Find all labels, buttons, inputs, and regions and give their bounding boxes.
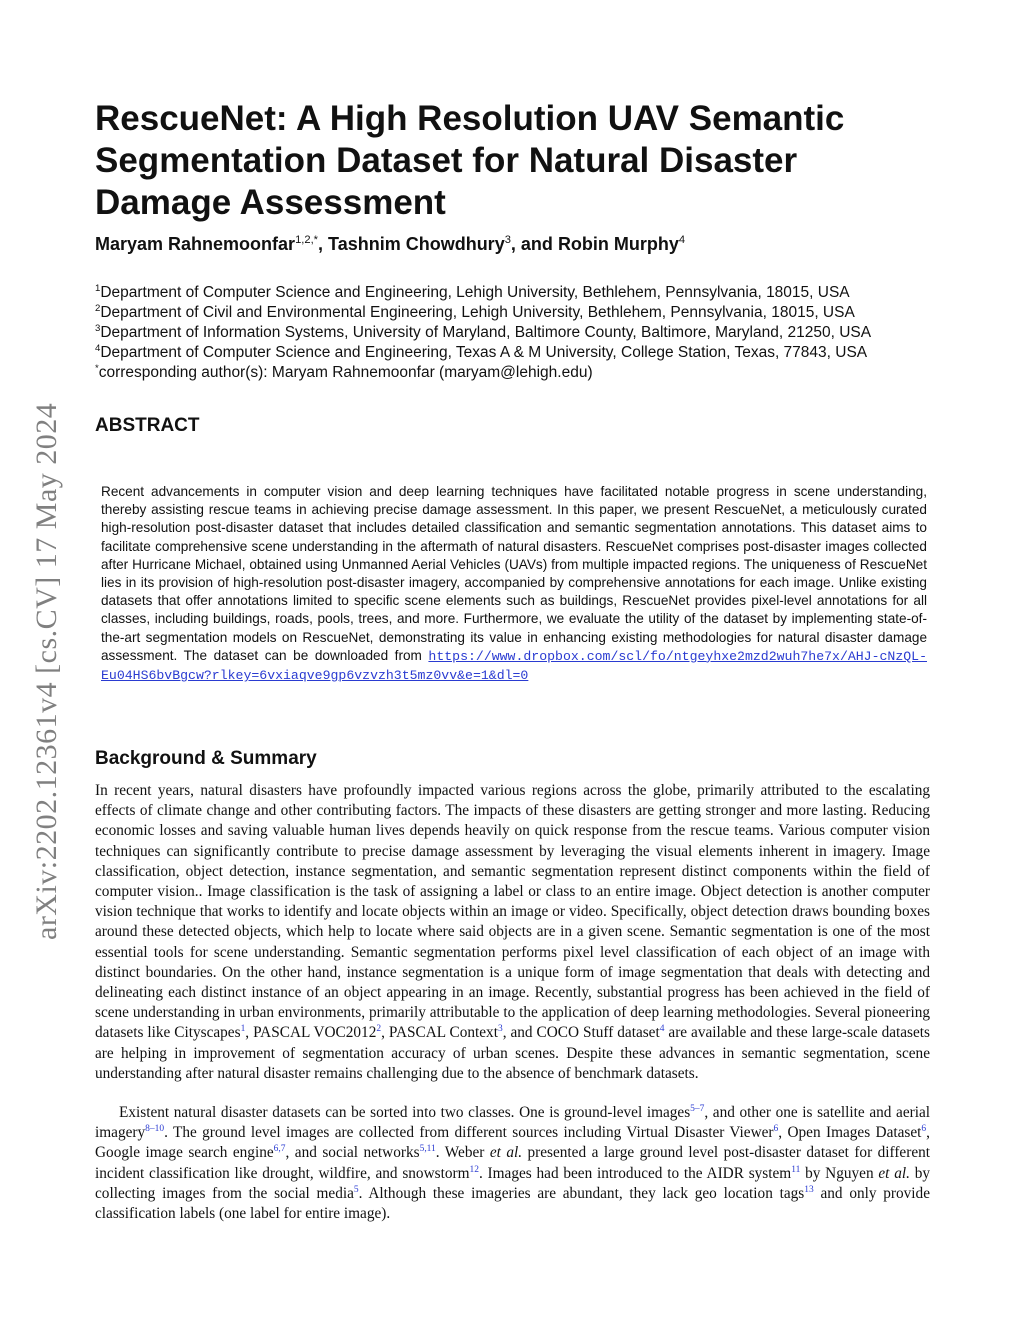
corresponding-author-text: corresponding author(s): Maryam Rahnemoonfar (maryam@lehigh.edu) bbox=[98, 364, 593, 381]
citation-link[interactable]: 11 bbox=[791, 1164, 801, 1175]
paragraph-text: In recent years, natural disasters have profoundly impacted various regions across the globe, primarily attributed to the escalating effects of climate change and other contributing factors. The impacts of these disasters are getting stronger and more lasting. Reducing economic losses and saving valuable human lives depends heavily on quick response from the rescue teams. Various computer vision techniques can significantly contribute to precise damage assessment by leveraging the visual elements inherent in imagery. Image classification, object detection, instance segmentation, and semantic segmentation represent distinct components within the field of computer vision.. Image classification is the task of assigning a label or class to an entire image. Object detection is another computer vision technique that works to identify and locate objects within an image or video. Specifically, object detection draws bounding boxes around these detected objects, which help to locate where said objects are in a given scene. Semantic segmentation is one of the most essential tools for scene understanding. Semantic segmentation performs pixel level classification of each object of an image with distinct boundaries. On the other hand, instance segmentation is a unique form of image segmentation that deals with detecting and delineating each distinct instance of an object appearing in an image. Recently, substantial progress has been achieved in the field of scene understanding in urban environments, primarily attributable to the application of deep learning methodologies. Several pioneering datasets like Cityscapes bbox=[95, 782, 930, 1042]
affiliation-mark: * bbox=[95, 362, 99, 374]
paragraph-text: , PASCAL VOC2012 bbox=[245, 1024, 377, 1042]
paragraph-text: , Open Images Dataset bbox=[778, 1124, 922, 1142]
author-affiliation-mark: 3 bbox=[504, 234, 511, 246]
paragraph-text: , Google image search engine bbox=[95, 1124, 930, 1162]
affiliation-text: Department of Civil and Environmental Engineering, Lehigh University, Bethlehem, Pennsylvania, 18015, USA bbox=[100, 304, 855, 321]
affiliations bbox=[95, 283, 955, 383]
affiliation-text: Department of Information Systems, University of Maryland, Baltimore County, Baltimore, Maryland, 21250, USA bbox=[100, 324, 872, 341]
citation-link[interactable]: 8–10 bbox=[145, 1124, 165, 1135]
background-heading: Background & Summary bbox=[95, 748, 317, 769]
affiliation-line bbox=[95, 303, 955, 323]
emphasis-text: et al. bbox=[489, 1144, 523, 1162]
paragraph-text: . The ground level images are collected from different sources including Virtual Disaster Viewer bbox=[164, 1124, 774, 1142]
paragraph-text: . Although these imageries are abundant, they lack geo location tags bbox=[358, 1184, 805, 1202]
citation-link[interactable]: 5–7 bbox=[690, 1103, 705, 1114]
background-paragraph-2 bbox=[95, 1103, 930, 1224]
citation-link[interactable]: 2 bbox=[376, 1024, 382, 1035]
author-separator: , and bbox=[510, 234, 558, 254]
author-name: Tashnim Chowdhury bbox=[328, 234, 505, 254]
affiliation-line bbox=[95, 343, 955, 363]
affiliation-mark: 4 bbox=[95, 342, 101, 354]
citation-link[interactable]: 4 bbox=[659, 1024, 665, 1035]
citation-link[interactable]: 3 bbox=[497, 1024, 503, 1035]
paragraph-text: , PASCAL Context bbox=[381, 1024, 498, 1042]
emphasis-text: et al. bbox=[878, 1164, 910, 1182]
paragraph-text: , and COCO Stuff dataset bbox=[502, 1024, 660, 1042]
author-affiliation-mark: 4 bbox=[678, 234, 686, 246]
author-name: Robin Murphy bbox=[557, 234, 679, 254]
affiliation-line bbox=[95, 323, 955, 343]
citation-link[interactable]: 5 bbox=[353, 1184, 359, 1195]
paragraph-text: Existent natural disaster datasets can be sorted into two classes. One is ground-level images bbox=[119, 1104, 691, 1121]
author-separator: , bbox=[318, 234, 329, 254]
affiliation-mark: 2 bbox=[95, 302, 101, 314]
dataset-download-link[interactable]: https://www.dropbox.com/scl/fo/ntgeyhxe2mzd2wuh7he7x/AHJ-cNzQL-Eu04HS6bvBgcw?rlkey=6vxiaqve9gp6vzvzh3t5mz0vv&e=1&dl=0 bbox=[101, 648, 927, 684]
paper-title: RescueNet: A High Resolution UAV Semantic Segmentation Dataset for Natural Disaster Damage Assessment bbox=[95, 99, 845, 222]
paragraph-text: , and other one is satellite and aerial imagery bbox=[95, 1104, 930, 1142]
paragraph-text: and only provide classification labels (one label for entire image). bbox=[95, 1184, 930, 1223]
citation-link[interactable]: 5,11 bbox=[419, 1144, 436, 1155]
affiliation-line bbox=[95, 283, 955, 303]
paragraph-text: , and social networks bbox=[285, 1144, 420, 1162]
citation-link[interactable]: 13 bbox=[804, 1184, 814, 1195]
citation-link[interactable]: 6 bbox=[921, 1124, 927, 1135]
citation-link[interactable]: 6,7 bbox=[273, 1144, 286, 1155]
author-list bbox=[95, 234, 935, 255]
citation-link[interactable]: 12 bbox=[469, 1164, 479, 1175]
paragraph-text: by collecting images from the social media bbox=[95, 1164, 931, 1202]
corresponding-author-line bbox=[95, 363, 955, 383]
paragraph-text: are available and these large-scale datasets are helping in improvement of segmentation accuracy of urban scenes. Despite these advances in semantic segmentation, scene understanding after natural disaster remains challenging due to the absence of benchmark datasets. bbox=[95, 1024, 931, 1082]
affiliation-mark: 1 bbox=[95, 282, 101, 294]
abstract-text: Recent advancements in computer vision and deep learning techniques have facilitated notable progress in scene understanding, thereby assisting rescue teams in achieving precise damage assessment. In this paper, we present RescueNet, a meticulously curated high-resolution post-disaster dataset that includes detailed classification and semantic segmentation annotations. This dataset aims to facilitate comprehensive scene understanding in the aftermath of natural disasters. RescueNet comprises post-disaster images collected after Hurricane Michael, obtained using Unmanned Aerial Vehicles (UAVs) from multiple impacted regions. The uniqueness of RescueNet lies in its provision of high-resolution post-disaster imagery, accompanied by comprehensive annotations for each image. Unlike existing datasets that offer annotations limited to specific scene elements such as buildings, RescueNet provides pixel-level annotations for all classes, including buildings, roads, pools, trees, and more. Furthermore, we evaluate the utility of the dataset by implementing state-of-the-art segmentation models on RescueNet, demonstrating its value in enhancing existing methodologies for natural disaster damage assessment. The dataset can be downloaded from bbox=[101, 484, 927, 663]
paragraph-text: . Weber bbox=[435, 1144, 490, 1162]
background-paragraph-1 bbox=[95, 781, 930, 1084]
affiliation-text: Department of Computer Science and Engineering, Texas A & M University, College Station, Texas, 77843, USA bbox=[100, 344, 868, 361]
abstract-body bbox=[101, 483, 927, 685]
citation-link[interactable]: 6 bbox=[773, 1124, 779, 1135]
affiliation-mark: 3 bbox=[95, 322, 101, 334]
affiliation-text: Department of Computer Science and Engineering, Lehigh University, Bethlehem, Pennsylvania, 18015, USA bbox=[100, 284, 850, 301]
abstract-heading: ABSTRACT bbox=[95, 415, 200, 436]
arxiv-identifier-stamp: arXiv:2202.12361v4 [cs.CV] 17 May 2024 bbox=[30, 402, 63, 940]
author-affiliation-mark: 1,2,* bbox=[295, 234, 319, 246]
citation-link[interactable]: 1 bbox=[240, 1024, 246, 1035]
author-name: Maryam Rahnemoonfar bbox=[95, 234, 296, 254]
paragraph-text: . Images had been introduced to the AIDR system bbox=[478, 1164, 792, 1182]
paragraph-text: presented a large ground level post-disaster dataset for different incident classification like drought, wildfire, and snowstorm bbox=[95, 1144, 931, 1182]
paragraph-text: by Nguyen bbox=[800, 1164, 879, 1182]
